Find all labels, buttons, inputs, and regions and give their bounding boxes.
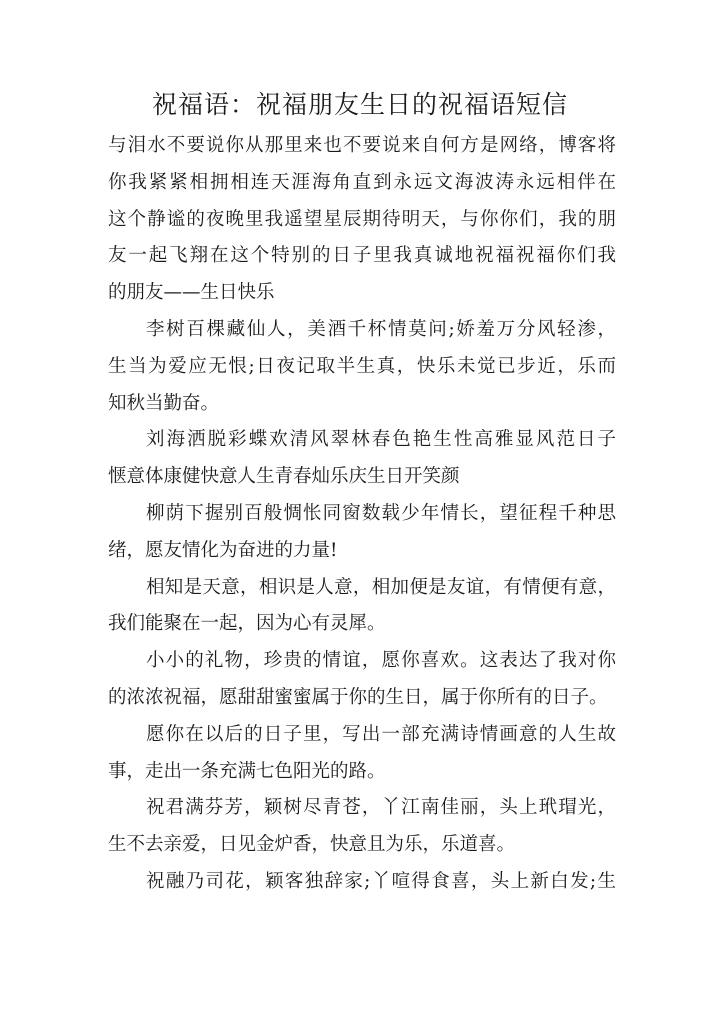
text-line: 愿你在以后的日子里，写出一部充满诗情画意的人生故 (146, 723, 616, 745)
text-line: 知秋当勤奋。 (108, 392, 220, 414)
text-line: 祝君满芬芳，颖树尽青苍，丫江南佳丽，头上玳瑁光， (146, 797, 616, 819)
text-line: 这个静谧的夜晚里我遥望星辰期待明天，与你你们，我的朋 (108, 208, 616, 230)
text-line: 绪，愿友情化为奋进的力量! (108, 539, 338, 561)
text-line: 你我紧紧相拥相连天涯海角直到永远文海波涛永远相伴在 (108, 171, 616, 193)
text-line: 惬意体康健快意人生青春灿乐庆生日开笑颜 (108, 466, 460, 488)
text-line: 相知是天意，相识是人意，相加便是友谊，有情便有意， (146, 576, 616, 598)
text-line: 的浓浓祝福，愿甜甜蜜蜜属于你的生日，属于你所有的日子。 (108, 686, 608, 708)
text-line: 事，走出一条充满七色阳光的路。 (108, 760, 386, 782)
text-line: 我们能聚在一起，因为心有灵犀。 (108, 613, 386, 635)
document-title: 祝福语：祝福朋友生日的祝福语短信 (151, 90, 568, 119)
text-line: 刘海洒脱彩蝶欢清风翠林春色艳生性高雅显风范日子 (146, 429, 616, 451)
text-line: 李树百棵藏仙人，美酒千杯情莫问;娇羞万分风轻渗， (146, 318, 616, 340)
text-line: 生当为爱应无恨;日夜记取半生真，快乐未觉已步近，乐而 (108, 355, 616, 377)
text-line: 的朋友——生日快乐 (108, 282, 275, 304)
text-line: 与泪水不要说你从那里来也不要说来自何方是网络，博客将 (108, 135, 616, 156)
text-line: 生不去亲爱，日见金炉香，快意且为乐，乐道喜。 (108, 834, 516, 856)
text-line: 祝融乃司花，颖客独辞家;丫喧得食喜，头上新白发;生 (146, 870, 616, 892)
text-line: 小小的礼物，珍贵的情谊，愿你喜欢。这表达了我对你 (146, 650, 616, 672)
document-body (108, 128, 616, 901)
text-line: 友一起飞翔在这个特别的日子里我真诚地祝福祝福你们我 (108, 245, 616, 267)
text-line: 柳荫下握别百般惆怅同窗数载少年情长，望征程千种思 (146, 502, 616, 524)
